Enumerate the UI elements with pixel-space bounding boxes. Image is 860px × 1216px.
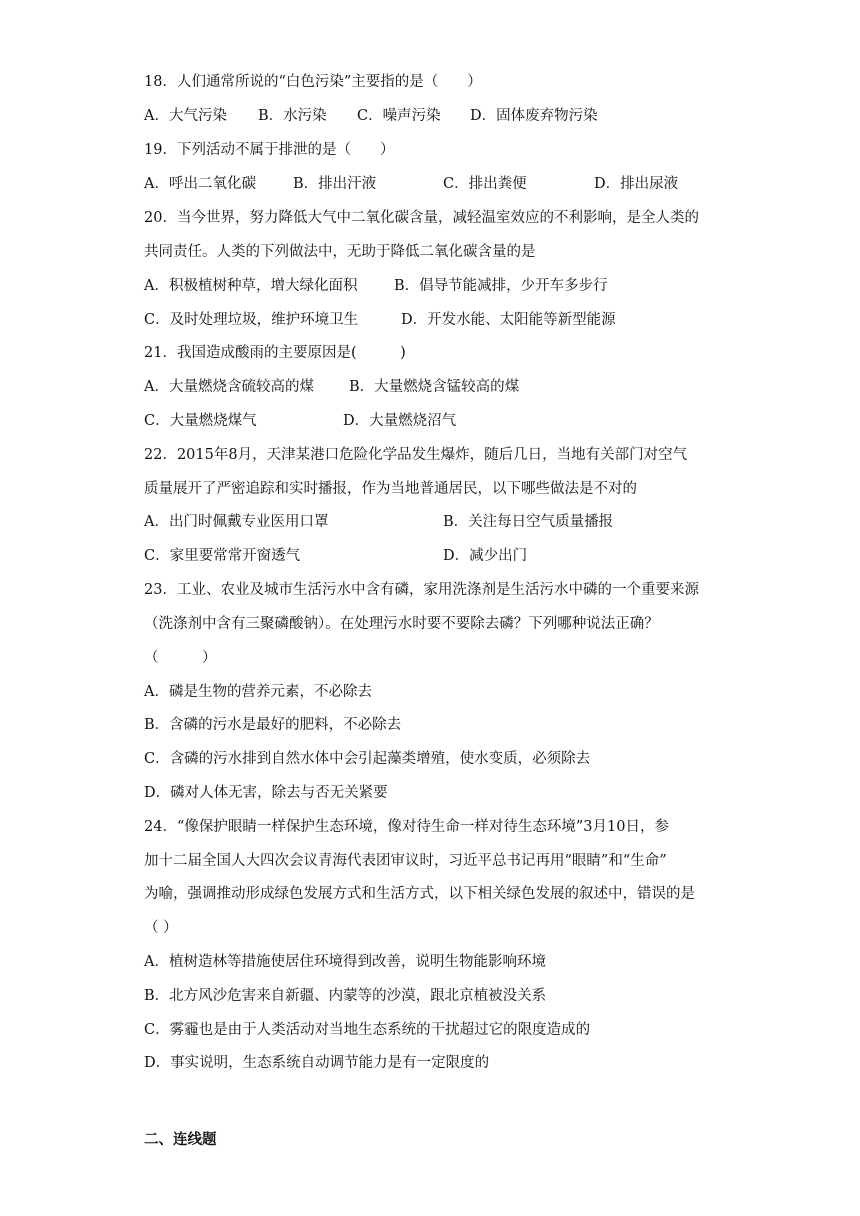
question-23-option-d: D．磷对人体无害，除去与否无关紧要 <box>144 785 388 801</box>
question-18-option-d: D．固体废弃物污染 <box>470 108 598 124</box>
question-24-option-c: C．雾霾也是由于人类活动对当地生态系统的干扰超过它的限度造成的 <box>144 1022 591 1038</box>
question-20-stem-line-1: 20．当今世界，努力降低大气中二氧化碳含量，减轻温室效应的不利影响，是全人类的 <box>144 210 699 226</box>
question-19-option-d: D．排出尿液 <box>594 176 679 192</box>
question-24-stem-line-3: 为喻，强调推动形成绿色发展方式和生活方式，以下相关绿色发展的叙述中，错误的是 <box>144 886 695 902</box>
question-18-option-b: B．水污染 <box>258 108 327 124</box>
question-23-stem-line-2: （洗涤剂中含有三聚磷酸钠）。在处理污水时要不要除去磷？下列哪种说法正确？ <box>144 616 659 632</box>
question-24-stem-line-4: （ ） <box>144 920 178 936</box>
question-20-option-b: B．倡导节能减排，少开车多步行 <box>394 278 608 294</box>
question-24-option-d: D．事实说明，生态系统自动调节能力是有一定限度的 <box>144 1055 490 1071</box>
question-18-option-c: C．噪声污染 <box>357 108 441 124</box>
question-20-option-c: C．及时处理垃圾，维护环境卫生 <box>144 312 359 328</box>
question-19-stem: 19．下列活动不属于排泄的是（ ） <box>144 142 395 158</box>
question-22-stem-line-1: 22．2015年8月，天津某港口危险化学品发生爆炸，随后几日，当地有关部门对空气 <box>144 447 688 463</box>
question-21-option-d: D．大量燃烧沼气 <box>343 413 457 429</box>
question-22-option-b: B．关注每日空气质量播报 <box>443 514 614 530</box>
question-22-option-d: D．减少出门 <box>443 548 528 564</box>
question-19-option-c: C．排出粪便 <box>443 176 527 192</box>
question-21-option-a: A．大量燃烧含硫较高的煤 <box>144 379 314 395</box>
question-19-option-a: A．呼出二氧化碳 <box>144 176 256 192</box>
question-21-option-b: B．大量燃烧含锰较高的煤 <box>349 379 520 395</box>
question-23-stem-line-1: 23．工业、农业及城市生活污水中含有磷，家用洗涤剂是生活污水中磷的一个重要来源 <box>144 582 699 598</box>
question-21-stem: 21．我国造成酸雨的主要原因是( ) <box>144 345 406 361</box>
question-21-option-c: C．大量燃烧煤气 <box>144 413 257 429</box>
question-20-option-a: A．积极植树种草，增大绿化面积 <box>144 278 358 294</box>
question-24-option-b: B．北方风沙危害来自新疆、内蒙等的沙漠，跟北京植被没关系 <box>144 988 547 1004</box>
section-heading: 二、连线题 <box>144 1132 217 1148</box>
question-19-option-b: B．排出汗液 <box>293 176 377 192</box>
question-24-option-a: A．植树造林等措施使居住环境得到改善，说明生物能影响环境 <box>144 954 546 970</box>
question-24-stem-line-2: 加十二届全国人大四次会议青海代表团审议时，习近平总书记再用“眼睛”和“生命” <box>144 853 667 869</box>
question-24-stem-line-1: 24．“像保护眼睛一样保护生态环境，像对待生命一样对待生态环境”3月10日，参 <box>144 819 669 835</box>
question-18-option-a: A．大气污染 <box>144 108 227 124</box>
question-22-option-c: C．家里要常常开窗透气 <box>144 548 301 564</box>
question-20-option-d: D．开发水能、太阳能等新型能源 <box>401 312 616 328</box>
question-23-stem-line-3: （ ） <box>144 650 217 666</box>
question-18-stem: 18．人们通常所说的“白色污染”主要指的是（ ） <box>144 74 482 90</box>
question-23-option-c: C．含磷的污水排到自然水体中会引起藻类增殖，使水变质，必须除去 <box>144 751 591 767</box>
question-22-stem-line-2: 质量展开了严密追踪和实时播报，作为当地普通居民，以下哪些做法是不对的 <box>144 481 637 497</box>
question-20-stem-line-2: 共同责任。人类的下列做法中，无助于降低二氧化碳含量的是 <box>144 244 536 260</box>
question-23-option-b: B．含磷的污水是最好的肥料，不必除去 <box>144 717 402 733</box>
question-23-option-a: A．磷是生物的营养元素，不必除去 <box>144 684 372 700</box>
question-22-option-a: A．出门时佩戴专业医用口罩 <box>144 514 329 530</box>
